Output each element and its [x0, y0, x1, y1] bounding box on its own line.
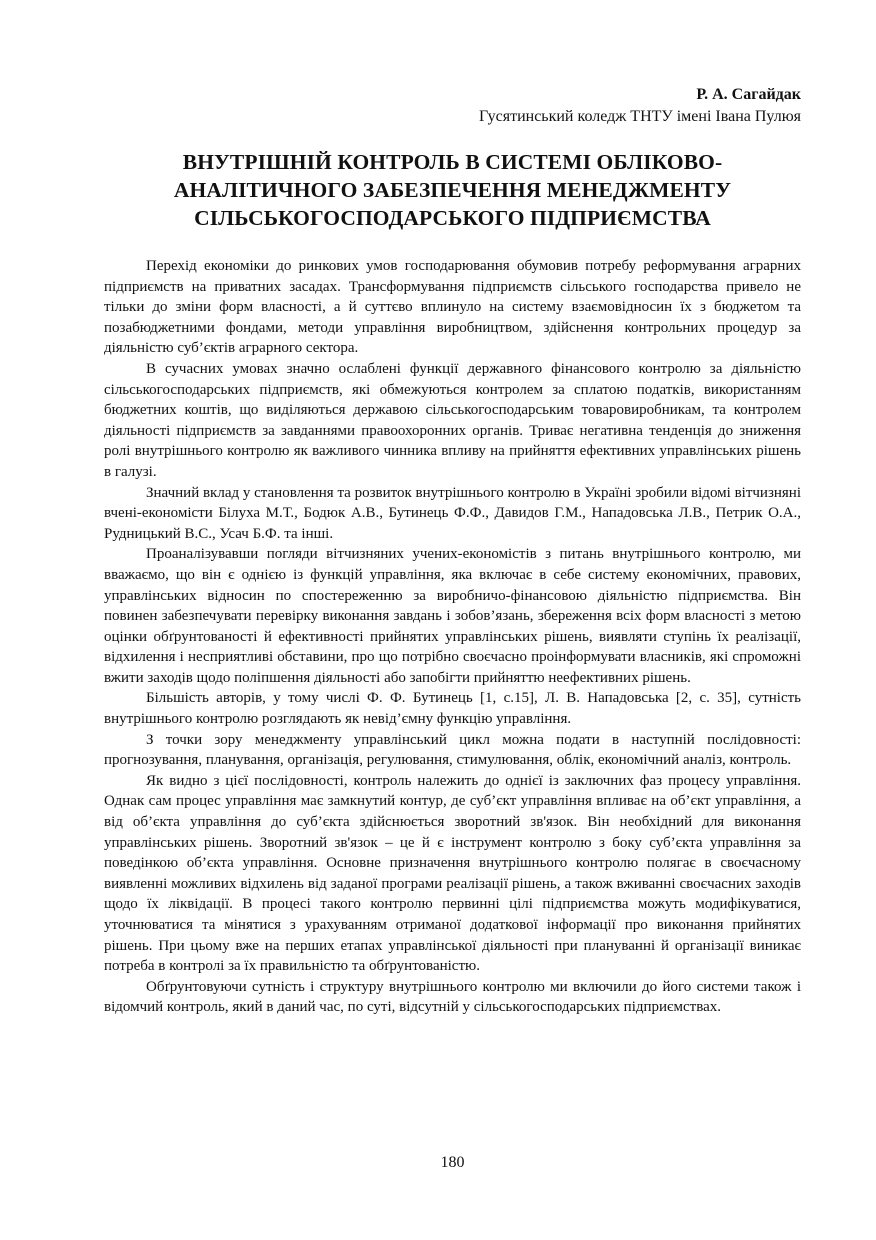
paragraph-4: Проаналізувавши погляди вітчизняних учених-економістів з питань внутрішнього контролю, ми вважаємо, що він є однією із функцій управління, яка включає в себе систему економічних, правових, управлінських відносин по спостереженню за виробничо-фінансовою діяльністю підприємства. Він повинен забезпечувати перевірку виконання завдань і зобов’язань, збереження всіх форм власності з метою оцінки обґрунтованості й ефективності прийнятих управлінських рішень, виявляти ступінь їх реалізації, відхилення і несприятливі обставини, про що потрібно своєчасно проінформувати власників, які спроможні вжити заходів щодо поліпшення діяльності або запобігти прийняттю неефективних рішень.	[104, 546, 801, 686]
paper-title	[104, 148, 801, 232]
paragraph-2: В сучасних умовах значно ослаблені функції державного фінансового контролю за діяльністю сільськогосподарських підприємств, які обмежуються контролем за сплатою податків, використанням бюджетних коштів, що виділяються державою сільськогосподарським товаровиробникам, та контролем діяльності підприємств за завданнями правоохоронних органів. Триває негативна тенденція до зниження ролі внутрішнього контролю як важливого чинника впливу на прийняття ефективних управлінських рішень в галузі.	[104, 360, 801, 480]
title-line-3: СІЛЬСЬКОГОСПОДАРСЬКОГО ПІДПРИЄМСТВА	[194, 206, 711, 230]
author-block	[479, 84, 801, 128]
paragraph-5: Більшість авторів, у тому числі Ф. Ф. Бутинець [1, с.15], Л. В. Нападовська [2, с. 35], сутність внутрішнього контролю розглядають як невід’ємну функцію управління.	[104, 690, 801, 728]
page-number: 180	[440, 1154, 465, 1171]
title-line-1: ВНУТРІШНІЙ КОНТРОЛЬ В СИСТЕМІ ОБЛІКОВО-	[182, 150, 723, 174]
paragraph-8: Обґрунтовуючи сутність і структуру внутрішнього контролю ми включили до його системи також і відомчий контроль, який в даний час, по суті, відсутній у сільськогосподарських підприємствах.	[104, 978, 801, 1016]
paragraph-6: З точки зору менеджменту управлінський цикл можна подати в наступній послідовності: прогнозування, планування, організація, регулювання, стимулювання, облік, економічний аналіз, контроль.	[104, 731, 801, 769]
author-affiliation: Гусятинський коледж ТНТУ імені Івана Пулюя	[478, 108, 801, 125]
article-body	[104, 256, 801, 1018]
author-name: Р. А. Сагайдак	[696, 86, 801, 103]
title-line-2: АНАЛІТИЧНОГО ЗАБЕЗПЕЧЕННЯ МЕНЕДЖМЕНТУ	[173, 178, 732, 202]
paragraph-1: Перехід економіки до ринкових умов господарювання обумовив потребу реформування аграрних підприємств на приватних засадах. Трансформування підприємств сільського господарства привело не тільки до зміни форм власності, а й суттєво вплинуло на систему взаємовідносин їх з бюджетом та позабюджетними фондами, методи управління виробництвом, здійснення контрольних процедур за діяльністю суб’єктів аграрного сектора.	[104, 258, 801, 357]
paragraph-3: Значний вклад у становлення та розвиток внутрішнього контролю в Україні зробили відомі вітчизняні вчені-економісти Білуха М.Т., Бодюк А.В., Бутинець Ф.Ф., Давидов Г.М., Нападовська Л.В., Петрик О.А., Рудницький В.С., Усач Б.Ф. та інші.	[104, 484, 801, 542]
paragraph-7: Як видно з цієї послідовності, контроль належить до однієї із заключних фаз процесу управління. Однак сам процес управління має замкнутий контур, де суб’єкт управління впливає на об’єкт управління, а від об’єкта управління до суб’єкта здійснюється зворотний зв'язок. Він необхідний для виконання управлінських рішень. Зворотний зв'язок – це й є інструмент контролю з боку суб’єкта управління за поведінкою об’єкта управління. Основне призначення внутрішнього контролю полягає в своєчасному виявленні можливих відхилень від заданої програми реалізації рішень, а також вживанні своєчасних заходів щодо їх ліквідації. В процесі такого контролю первинні цілі підприємства можуть модифікуватися, уточнюватися та мінятися з урахуванням отриманої додаткової інформації про виконання прийнятих рішень. При цьому вже на перших етапах управлінської діяльності при плануванні й організації виникає потреба в контролі за їх правильністю та обґрунтованістю.	[104, 772, 801, 975]
